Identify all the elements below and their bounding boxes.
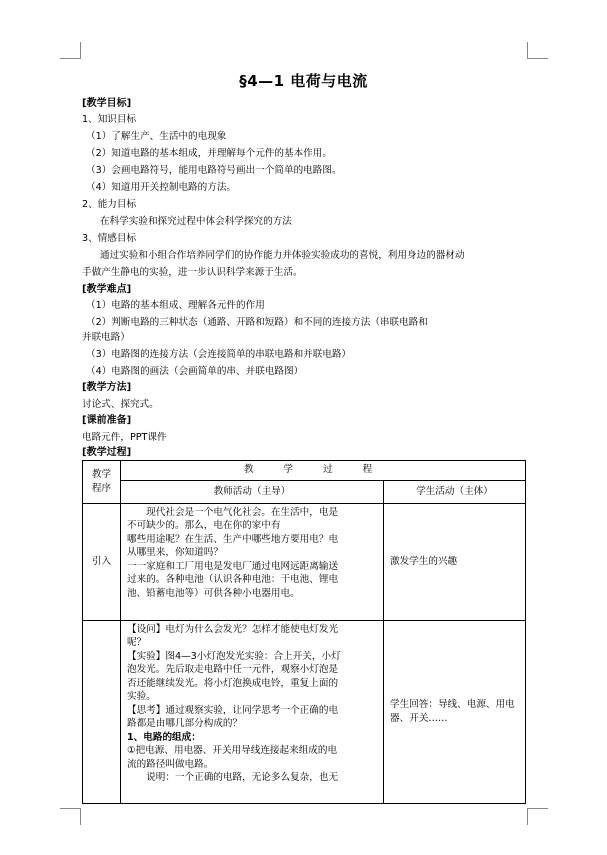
knowledge-item: （3）会画电路符号，能用电路符号画出一个简单的电路图。 — [86, 165, 342, 176]
method-text: 讨论式、探究式。 — [82, 399, 159, 410]
teacher-line: 【设问】电灯为什么会发光？怎样才能使电灯发光 — [127, 623, 339, 635]
ability-heading: 2、能力目标 — [82, 199, 137, 210]
teacher-line: 过来的。各种电池（认识各种电池：干电池、锂电 — [127, 574, 339, 585]
emotion-text: 通过实验和小组合作培养同学们的协作能力并体验实验成功的喜悦，利用身边的器材动 — [100, 250, 465, 261]
teacher-line: 【思考】通过观察实验，让同学思考一个正确的电 — [127, 704, 339, 716]
objectives-heading: [教学目标] — [82, 98, 132, 109]
teacher-line: 【实验】图4—3小灯泡发光实验：合上开关，小灯 — [127, 650, 341, 662]
teacher-line-heading: 1、电路的组成： — [127, 731, 201, 743]
difficulty-heading: [教学难点] — [82, 284, 132, 295]
teacher-line: 泡发光。先后取走电路中任一元件，观察小灯泡是 — [127, 664, 339, 675]
difficulty-item-continued: 并联电路） — [82, 332, 130, 343]
knowledge-item: （1）了解生产、生活中的电现象 — [86, 131, 227, 142]
teacher-line: 路都是由哪几部分构成的？ — [127, 718, 243, 729]
teacher-activity-cell — [121, 620, 384, 803]
process-table — [82, 460, 526, 804]
teacher-line: 不可缺少的。那么，电在你的家中有 — [127, 520, 281, 531]
table-header-process: 教学过程 — [121, 461, 526, 481]
crop-mark-bottom-left — [60, 808, 81, 825]
crop-mark-bottom-right — [527, 808, 548, 825]
emotion-heading: 3、情感目标 — [82, 233, 137, 244]
teacher-line: 流的路径叫做电路。 — [127, 758, 214, 770]
difficulty-item: （1）电路的基本组成、理解各元件的作用 — [86, 300, 265, 311]
teacher-line: 池、铅蓄电池等）可供各种小电器用电。 — [127, 587, 300, 599]
teacher-line: 否还能继续发光。将小灯泡换成电铃，重复上面的 — [127, 677, 339, 689]
teacher-line: 实验。 — [127, 691, 156, 702]
crop-mark-top-left — [60, 42, 81, 59]
knowledge-heading: 1、知识目标 — [82, 114, 137, 125]
teacher-line: 一一家庭和工厂用电是发电厂通过电网远距离输送 — [127, 560, 339, 572]
difficulty-item: （3）电路图的连接方法（会连接简单的串联电路和并联电路） — [86, 349, 352, 360]
preparation-heading: [课前准备] — [82, 415, 132, 426]
ability-text: 在科学实验和探究过程中体会科学探究的方法 — [100, 216, 292, 227]
process-heading: [教学过程] — [82, 447, 132, 458]
knowledge-item: （4）知道用开关控制电路的方法。 — [86, 182, 237, 193]
student-activity-cell: 激发学生的兴趣 — [384, 503, 526, 620]
document-title: §4—1 电荷与电流 — [239, 72, 368, 90]
difficulty-item: （2）判断电路的三种状态（通路、开路和短路）和不同的连接方法（串联电路和 — [86, 317, 428, 328]
table-row — [83, 503, 526, 620]
difficulty-item: （4）电路图的画法（会画简单的串、并联电路图） — [86, 366, 304, 377]
crop-mark-top-right — [527, 42, 548, 59]
stage-header-label: 教学程序 — [91, 469, 112, 494]
method-heading: [教学方法] — [82, 382, 132, 393]
student-activity-cell: 学生回答：导线、电源、用电器、开关…… — [384, 620, 526, 803]
teacher-line: 现代社会是一个电气化社会。在生活中，电是 — [127, 506, 339, 518]
emotion-text-continued: 手做产生静电的实验，进一步认识科学来源于生活。 — [82, 267, 303, 278]
teacher-activity-cell — [121, 503, 384, 620]
knowledge-item: （2）知道电路的基本组成，并理解每个元件的基本作用。 — [86, 148, 332, 159]
teacher-line: 说明：一个正确的电路，无论多么复杂，也无 — [127, 772, 339, 783]
teacher-line: 呢？ — [127, 637, 147, 648]
stage-cell: 引入 — [83, 503, 121, 620]
table-row — [83, 620, 526, 803]
table-header-stage — [83, 461, 121, 504]
teacher-line: ①把电源、用电器、开关用导线连接起来组成的电 — [127, 745, 338, 756]
stage-cell — [83, 620, 121, 803]
teacher-line: 哪些用途呢？在生活、生产中哪些地方要用电？电 — [127, 533, 339, 545]
preparation-text: 电路元件，PPT课件 — [82, 432, 167, 443]
table-header-teacher: 教师活动（主导） — [121, 481, 384, 504]
table-header-student: 学生活动（主体） — [384, 481, 526, 504]
teacher-line: 从哪里来，你知道吗？ — [127, 547, 223, 558]
